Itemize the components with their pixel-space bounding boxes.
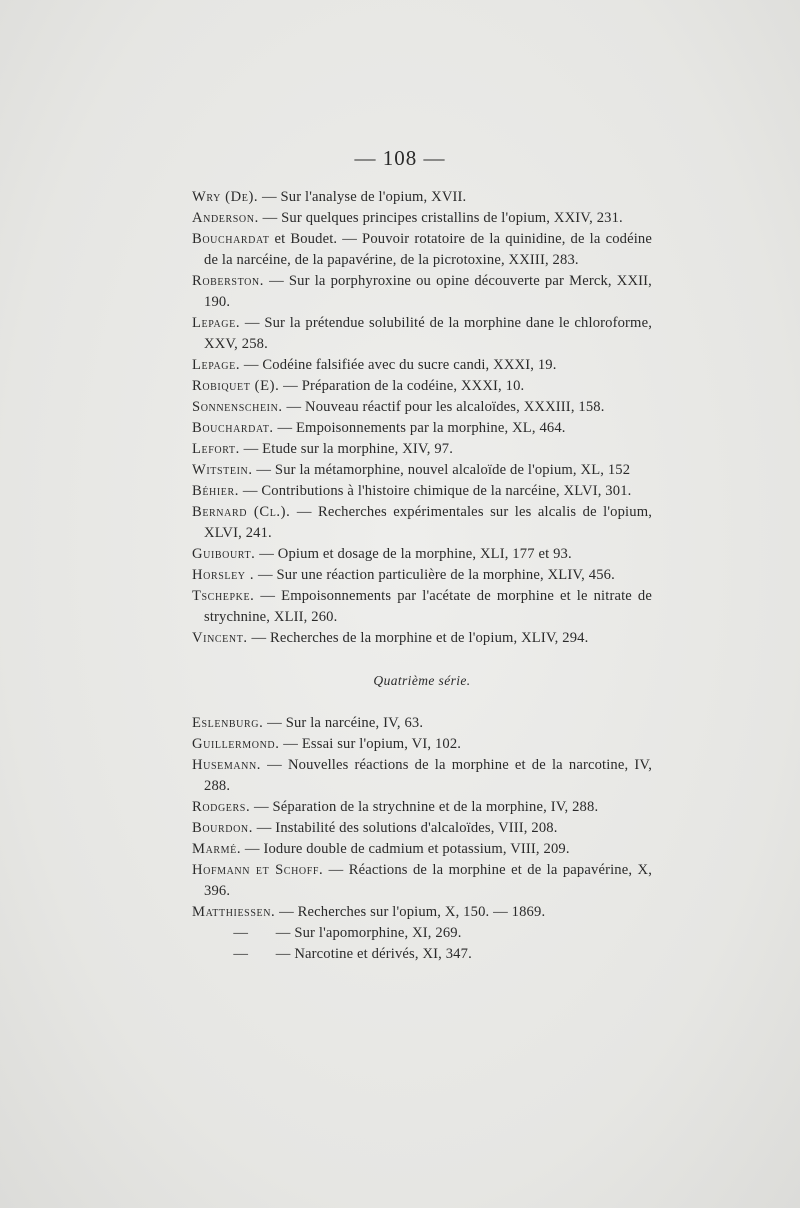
entry-author: — [233, 946, 249, 962]
entry-author: — [233, 925, 249, 941]
entry-text: — Codéine falsifiée avec du sucre candi, XXXI, 19. [240, 357, 557, 373]
bibliography-entry [192, 797, 652, 818]
bibliography-entry [192, 271, 652, 313]
entry-text: — Préparation de la codéine, XXXI, 10. [279, 378, 525, 394]
bibliography-entry [192, 418, 652, 439]
entry-text: — Empoisonnements par la morphine, XL, 464. [273, 420, 566, 436]
bibliography-entry [192, 860, 652, 902]
entry-text: — Sur l'analyse de l'opium, XVII. [258, 189, 467, 205]
entry-author: Bouchardat. [192, 420, 274, 436]
bibliography-entry [192, 460, 652, 481]
bibliography-entry [192, 502, 652, 544]
bibliography-entry [192, 902, 652, 923]
entry-text: — Recherches de la morphine et de l'opium, XLIV, 294. [247, 630, 589, 646]
entry-text: — Sur la narcéine, IV, 63. [263, 715, 424, 731]
entry-author: Guibourt. [192, 546, 256, 562]
bibliography-entry [192, 586, 652, 628]
entry-text: — Sur une réaction particulière de la morphine, XLIV, 456. [254, 567, 615, 583]
entry-author: Eslenburg. [192, 715, 264, 731]
section-2-entries [192, 713, 652, 965]
entry-author: Wry (De). [192, 189, 259, 205]
entry-text: — Recherches expérimentales sur les alcalis de l'opium, XLVI, 241. [204, 504, 652, 541]
entry-text: — Réactions de la morphine et de la papavérine, X, 396. [204, 862, 652, 899]
bibliography-entry [192, 818, 652, 839]
entry-author: Guillermond. [192, 736, 280, 752]
bibliography-entry [192, 229, 652, 271]
entry-text: — Sur la prétendue solubilité de la morphine dane le chloroforme, XXV, 258. [204, 315, 652, 352]
entry-author: Horsley . [192, 567, 255, 583]
section-1-entries [192, 187, 652, 649]
entry-author: Béhier. [192, 483, 240, 499]
entry-text: — Nouveau réactif pour les alcaloïdes, XXXIII, 158. [282, 399, 605, 415]
bibliography-entry [192, 397, 652, 418]
entry-text: — Etude sur la morphine, XIV, 97. [239, 441, 454, 457]
bibliography-entry [192, 713, 652, 734]
entry-author: Matthiessen. [192, 904, 276, 920]
bibliography-entry [192, 208, 652, 229]
bibliography-entry [192, 313, 652, 355]
entry-author: Bernard (Cl.). [192, 504, 291, 520]
entry-text: — Empoisonnements par l'acétate de morphine et le nitrate de strychnine, XLII, 260. [204, 588, 652, 625]
bibliography-entry [192, 376, 652, 397]
entry-text: — Recherches sur l'opium, X, 150. — 1869. [275, 904, 546, 920]
entry-text: — Opium et dosage de la morphine, XLI, 177 et 93. [255, 546, 572, 562]
entry-author: Bouchardat [192, 231, 270, 247]
entry-text: — Iodure double de cadmium et potassium, VIII, 209. [241, 841, 570, 857]
entry-author: Sonnenschein. [192, 399, 283, 415]
bibliography-entry [192, 544, 652, 565]
entry-author: Marmé. [192, 841, 242, 857]
entry-author: Bourdon. [192, 820, 253, 836]
entry-text: — Séparation de la strychnine et de la morphine, IV, 288. [250, 799, 599, 815]
bibliography-entry [192, 481, 652, 502]
entry-author: Husemann. [192, 757, 262, 773]
bibliography-entry [192, 565, 652, 586]
entry-author: Robiquet (E). [192, 378, 280, 394]
bibliography-entry [192, 734, 652, 755]
bibliography-entry [192, 187, 652, 208]
section-title: Quatrième série. [373, 673, 471, 688]
bibliography-entry [192, 355, 652, 376]
entry-text: — Essai sur l'opium, VI, 102. [279, 736, 462, 752]
bibliography-entry [192, 439, 652, 460]
bibliography-entry [192, 628, 652, 649]
bibliography-entry [192, 839, 652, 860]
entry-author: Rodgers. [192, 799, 251, 815]
entry-author: Lefort. [192, 441, 240, 457]
entry-author: Lepage. [192, 315, 241, 331]
entry-author: Witstein. [192, 462, 253, 478]
entry-text: — Narcotine et dérivés, XI, 347. [272, 946, 472, 962]
entry-text: — Nouvelles réactions de la morphine et de la narcotine, IV, 288. [204, 757, 652, 794]
entry-text: et Boudet. — Pouvoir rotatoire de la quinidine, de la codéine de la narcéine, de la papavérine, de la picrotoxine, XXIII, 283. [204, 231, 652, 268]
bibliography-entry [192, 755, 652, 797]
entry-author: Anderson. [192, 210, 259, 226]
entry-author: Hofmann et Schoff. [192, 862, 324, 878]
entry-author: Lepage. [192, 357, 241, 373]
entry-author: Roberston. [192, 273, 264, 289]
bibliography-entry [192, 944, 652, 965]
entry-text: — Sur quelques principes cristallins de l'opium, XXIV, 231. [258, 210, 623, 226]
entry-text: — Sur la métamorphine, nouvel alcaloïde de l'opium, XL, 152 [252, 462, 631, 478]
bibliography-entry [192, 923, 652, 944]
entry-text: — Sur l'apomorphine, XI, 269. [272, 925, 462, 941]
entry-text: — Instabilité des solutions d'alcaloïdes, VIII, 208. [252, 820, 558, 836]
page-number: — 108 — [354, 146, 446, 170]
entry-text: — Sur la porphyroxine ou opine découverte par Merck, XXII, 190. [204, 273, 652, 310]
entry-text: — Contributions à l'histoire chimique de la narcéine, XLVI, 301. [239, 483, 632, 499]
bibliography-list [192, 187, 652, 965]
entry-author: Vincent. [192, 630, 248, 646]
entry-author: Tschepke. [192, 588, 255, 604]
